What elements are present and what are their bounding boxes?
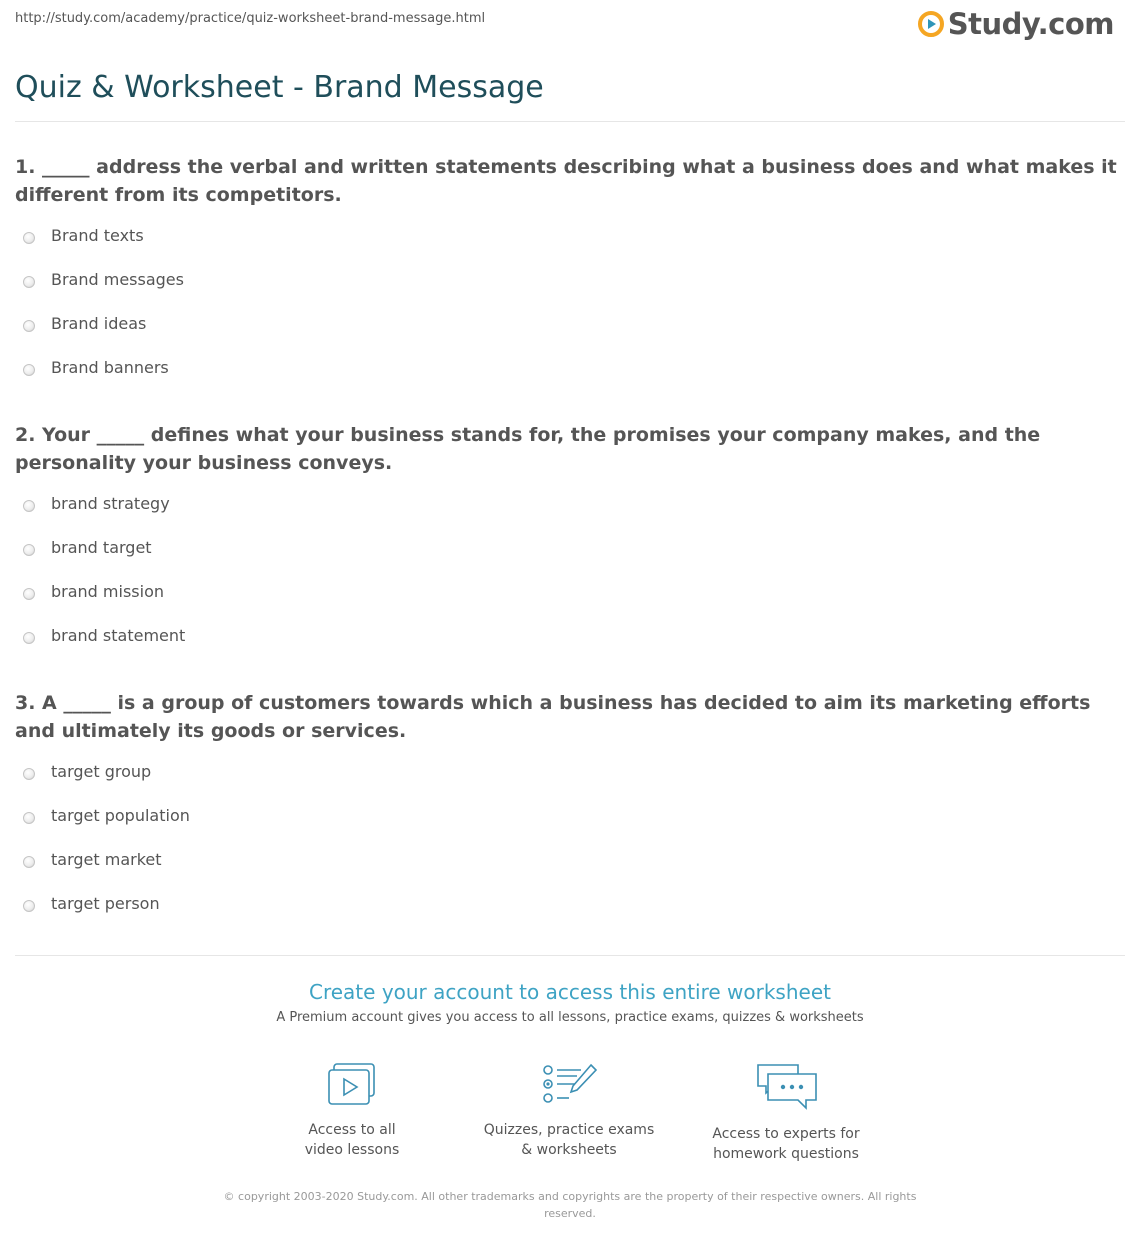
page-title: Quiz & Worksheet - Brand Message — [15, 70, 544, 105]
question-2 — [15, 421, 1125, 670]
radio-button-icon[interactable] — [23, 856, 35, 868]
create-account-link[interactable]: Create your account to access this entire worksheet — [309, 980, 831, 1004]
radio-button-icon[interactable] — [23, 364, 35, 376]
feature-label-line: Quizzes, practice exams — [483, 1122, 655, 1138]
divider — [15, 121, 1125, 122]
radio-button-icon[interactable] — [23, 812, 35, 824]
answer-option[interactable] — [15, 806, 1125, 850]
answer-label: brand target — [51, 538, 152, 557]
answer-option[interactable] — [15, 538, 1125, 582]
radio-button-icon[interactable] — [23, 544, 35, 556]
feature-experts — [691, 1062, 881, 1164]
answer-option[interactable] — [15, 270, 1125, 314]
feature-label-line: & worksheets — [521, 1142, 617, 1158]
video-lessons-icon — [326, 1062, 378, 1108]
radio-button-icon[interactable] — [23, 768, 35, 780]
answer-label: target person — [51, 894, 160, 913]
feature-label-line: video lessons — [304, 1142, 400, 1158]
answer-label: Brand texts — [51, 226, 144, 245]
feature-label — [257, 1120, 447, 1160]
answer-list — [15, 226, 1125, 402]
play-logo-icon — [918, 11, 944, 37]
logo-text: Study.com — [947, 7, 1114, 41]
copyright-notice: © copyright 2003-2020 Study.com. All other trademarks and copyrights are the property of their respective owners. All rights reserved. — [223, 1190, 917, 1220]
feature-quizzes — [474, 1062, 664, 1160]
answer-option[interactable] — [15, 894, 1125, 938]
answer-label: target population — [51, 806, 190, 825]
divider — [15, 955, 1125, 956]
page-url: http://study.com/academy/practice/quiz-worksheet-brand-message.html — [15, 11, 486, 26]
radio-button-icon[interactable] — [23, 320, 35, 332]
question-1 — [15, 153, 1125, 402]
answer-option[interactable] — [15, 494, 1125, 538]
answer-label: brand mission — [51, 582, 164, 601]
answer-label: target market — [51, 850, 162, 869]
answer-list — [15, 494, 1125, 670]
radio-button-icon[interactable] — [23, 588, 35, 600]
answer-option[interactable] — [15, 626, 1125, 670]
answer-option[interactable] — [15, 850, 1125, 894]
feature-label — [691, 1124, 881, 1164]
feature-label-line: homework questions — [713, 1146, 859, 1162]
feature-label-line: Access to all — [308, 1122, 396, 1138]
answer-option[interactable] — [15, 762, 1125, 806]
answer-label: Brand ideas — [51, 314, 147, 333]
question-text: 2. Your _____ defines what your business stands for, the promises your company makes, and the personality your business conveys. — [15, 424, 1041, 474]
answer-option[interactable] — [15, 358, 1125, 402]
radio-button-icon[interactable] — [23, 276, 35, 288]
answer-label: Brand banners — [51, 358, 169, 377]
answer-list — [15, 762, 1125, 938]
answer-option[interactable] — [15, 582, 1125, 626]
answer-label: Brand messages — [51, 270, 184, 289]
feature-label — [474, 1120, 664, 1160]
premium-promo — [0, 980, 1140, 1025]
feature-video-lessons — [257, 1062, 447, 1160]
answer-label: brand strategy — [51, 494, 170, 513]
study-logo[interactable] — [918, 7, 1114, 41]
answer-label: target group — [51, 762, 152, 781]
radio-button-icon[interactable] — [23, 232, 35, 244]
chat-experts-icon — [754, 1062, 818, 1112]
answer-label: brand statement — [51, 626, 186, 645]
feature-label-line: Access to experts for — [712, 1126, 860, 1142]
question-text: 1. _____ address the verbal and written statements describing what a business does and what makes it different from its competitors. — [15, 156, 1117, 206]
promo-subtitle: A Premium account gives you access to all lessons, practice exams, quizzes & worksheets — [276, 1010, 864, 1025]
quiz-checklist-icon — [541, 1062, 597, 1108]
question-text: 3. A _____ is a group of customers towards which a business has decided to aim its marketing efforts and ultimately its goods or services. — [15, 692, 1091, 742]
answer-option[interactable] — [15, 226, 1125, 270]
radio-button-icon[interactable] — [23, 500, 35, 512]
question-3 — [15, 689, 1125, 938]
answer-option[interactable] — [15, 314, 1125, 358]
radio-button-icon[interactable] — [23, 632, 35, 644]
radio-button-icon[interactable] — [23, 900, 35, 912]
